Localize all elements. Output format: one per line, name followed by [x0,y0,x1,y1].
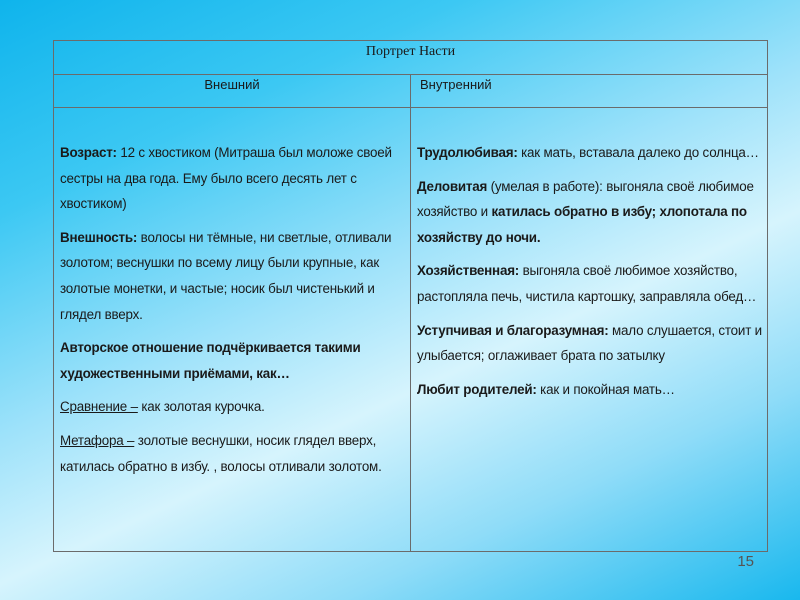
metaphor-paragraph [60,428,400,479]
header-internal: Внутренний [420,77,492,92]
comparison-label: Сравнение – [60,399,138,415]
comparison-paragraph [60,394,400,420]
comparison-text: как золотая курочка. [137,399,265,415]
compliant-text: мало слушается, стоит и улыбается; оглаживает брата по затылку [417,322,762,364]
age-paragraph [60,140,400,217]
businesslike-paragraph [417,174,762,251]
thrifty-paragraph [417,258,762,309]
hardworking-paragraph [417,140,762,166]
hardworking-label: Трудолюбивая: [417,145,518,160]
slide-number: 15 [737,553,754,570]
table-title: Портрет Насти [54,41,767,75]
businesslike-text: (умелая в работе): выгоняла своё любимое хозяйство и [417,178,754,220]
compliant-paragraph [417,318,762,369]
internal-column [417,109,762,410]
metaphor-text: золотые веснушки, носик глядел вверх, катилась обратно в избу. , волосы отливали золотом. [60,432,382,474]
loves-parents-paragraph [417,377,762,403]
column-divider [410,75,411,552]
portrait-table [53,40,768,552]
metaphor-label: Метафора – [60,432,135,448]
header-external: Внешний [204,77,260,92]
compliant-label: Уступчивая и благоразумная: [417,322,609,338]
hardworking-text: как мать, вставала далеко до солнца… [517,145,759,160]
loves-parents-text: как и покойная мать… [536,381,675,397]
appearance-label: Внешность: [60,229,138,245]
age-label: Возраст: [60,145,117,160]
author-attitude-text: Авторское отношение подчёркивается такими художественными приёмами, как… [60,340,361,381]
loves-parents-label: Любит родителей: [417,381,537,397]
businesslike-label: Деловитая [417,178,488,194]
thrifty-label: Хозяйственная: [417,263,520,279]
author-attitude-paragraph [60,335,400,386]
thrifty-text: выгоняла своё любимое хозяйство, растопляла печь, чистила картошку, заправляла обед… [417,263,757,304]
external-column [60,109,400,479]
age-text: 12 с хвостиком (Митраша был моложе своей сестры на два года. Ему было всего десять лет с хвостиком) [60,145,392,212]
appearance-paragraph [60,225,400,327]
businesslike-bold-text: катилась обратно в избу; хлопотала по хозяйству до ночи. [417,204,747,245]
appearance-text: волосы ни тёмные, ни светлые, отливали золотом; веснушки по всему лицу были крупные, как золотые монетки, и частые; носик был чистенький и глядел вверх. [60,229,392,322]
